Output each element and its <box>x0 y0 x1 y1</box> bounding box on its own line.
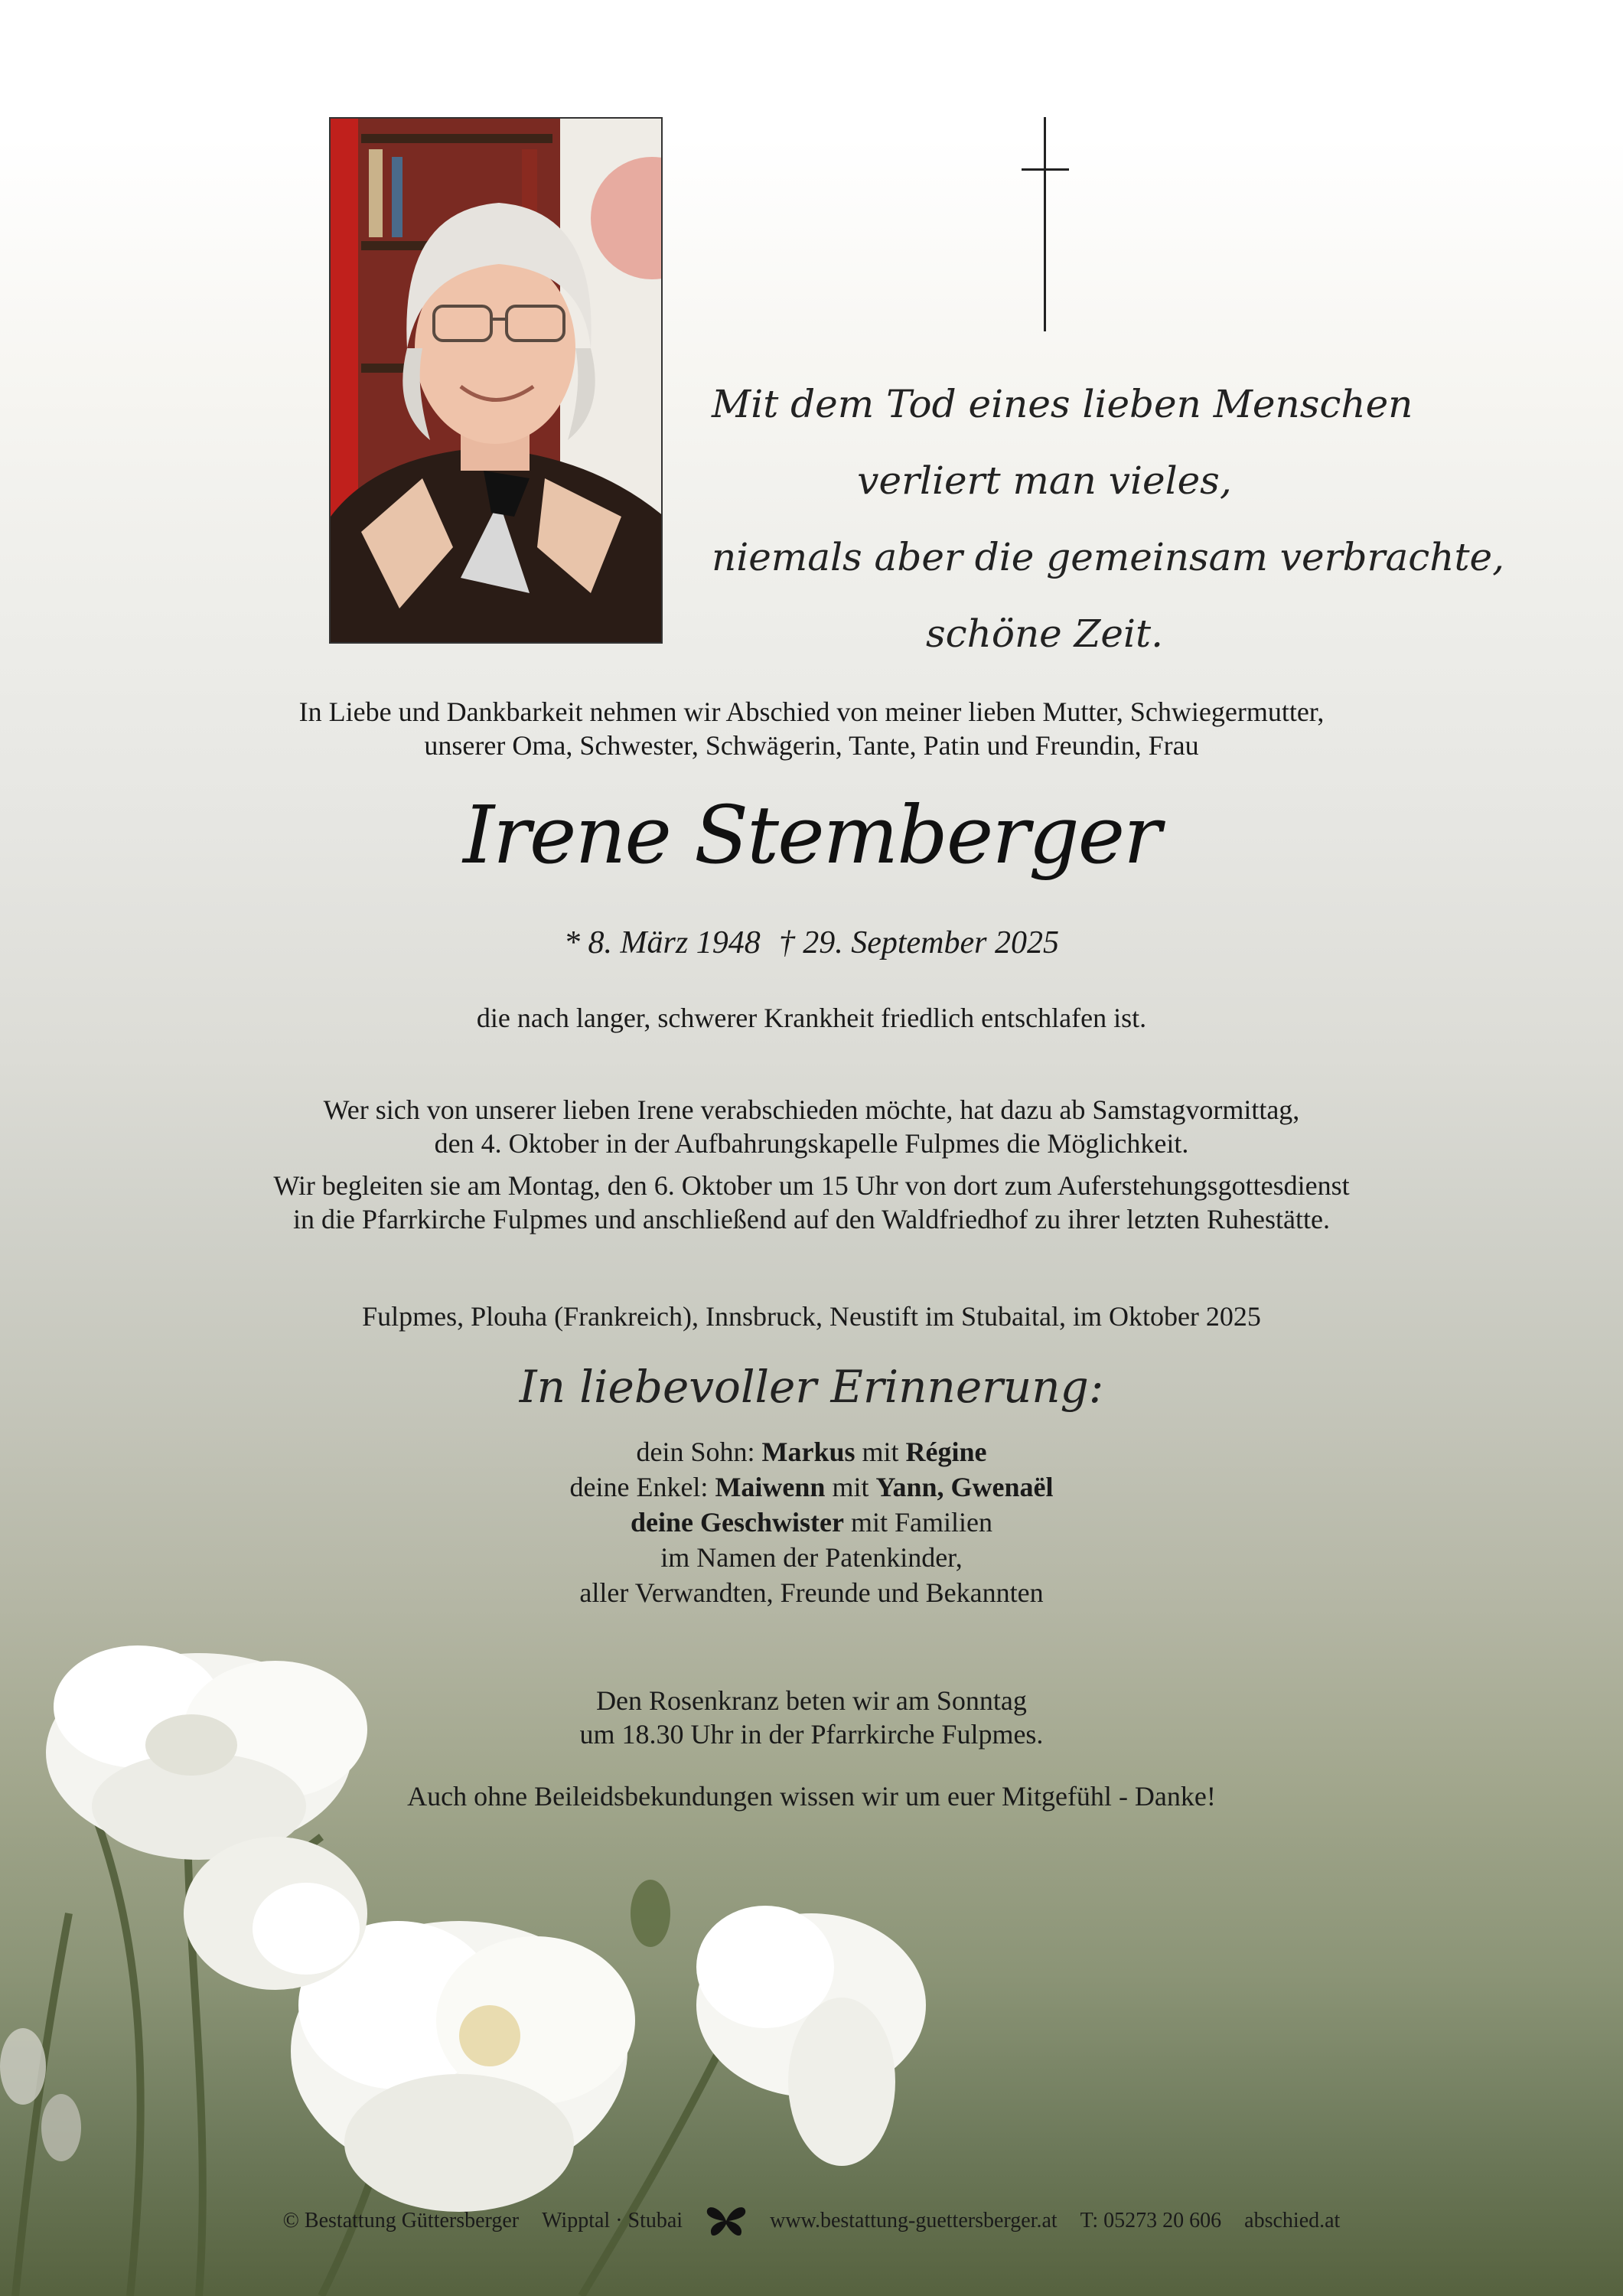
family-line-son: dein Sohn: Markus mit Régine <box>636 1437 987 1467</box>
family-list <box>0 1434 1623 1610</box>
place-date: Fulpmes, Plouha (Frankreich), Innsbruck, Neustift im Stubaital, im Oktober 2025 <box>362 1301 1261 1332</box>
funeral-line: Wir begleiten sie am Montag, den 6. Oktober um 15 Uhr von dort zum Auferstehungsgottesdienst <box>273 1170 1350 1201</box>
rosary-line: um 18.30 Uhr in der Pfarrkirche Fulpmes. <box>579 1719 1044 1750</box>
rose-top-left <box>46 1645 367 1860</box>
portrait-image <box>331 119 663 644</box>
rosary-text <box>0 1684 1623 1751</box>
intro-line: unserer Oma, Schwester, Schwägerin, Tante, Patin und Freundin, Frau <box>424 730 1199 761</box>
footer-phone: T: 05273 20 606 <box>1080 2209 1222 2232</box>
portrait-photo <box>329 117 663 644</box>
life-dates <box>0 925 1623 961</box>
footer-partner-link[interactable]: abschied.at <box>1244 2209 1341 2232</box>
cross-icon <box>1044 117 1046 331</box>
poem <box>712 366 1505 672</box>
farewell-line: den 4. Oktober in der Aufbahrungskapelle Fulpmes die Möglichkeit. <box>434 1128 1189 1159</box>
memory-heading: In liebevoller Erinnerung: <box>519 1361 1104 1413</box>
poem-line: Mit dem Tod eines lieben Menschen <box>712 382 1413 426</box>
rosary-line: Den Rosenkranz beten wir am Sonntag <box>596 1685 1027 1716</box>
farewell-line: Wer sich von unserer lieben Irene verabschieden möchte, hat dazu ab Samstagvormittag, <box>323 1094 1300 1125</box>
footer-website-link[interactable]: www.bestattung-guettersberger.at <box>770 2209 1058 2232</box>
thanks-text: Auch ohne Beileidsbekundungen wissen wir um euer Mitgefühl - Danke! <box>407 1781 1216 1812</box>
family-line-grandchildren: deine Enkel: Maiwenn mit Yann, Gwenaël <box>569 1472 1054 1502</box>
funeral-line: in die Pfarrkirche Fulpmes und anschließend auf den Waldfriedhof zu ihrer letzten Ruhestätte. <box>293 1204 1330 1234</box>
poem-line: verliert man vieles, <box>857 458 1232 503</box>
intro-line: In Liebe und Dankbarkeit nehmen wir Abschied von meiner lieben Mutter, Schwiegermutter, <box>298 696 1325 727</box>
rose-right <box>696 1906 926 2166</box>
rose-left-mid <box>184 1837 367 1990</box>
death-date: † 29. September 2025 <box>778 925 1059 960</box>
family-line-godchildren: im Namen der Patenkinder, <box>660 1542 963 1573</box>
poem-line: niemals aber die gemeinsam verbrachte, <box>712 535 1505 579</box>
footer <box>0 2204 1623 2238</box>
poem-line: schöne Zeit. <box>926 612 1163 656</box>
birth-date: * 8. März 1948 <box>564 925 761 960</box>
family-line-relatives: aller Verwandten, Freunde und Bekannten <box>579 1577 1044 1608</box>
footer-region: Wipptal · Stubai <box>542 2209 683 2232</box>
deceased-name: Irene Stemberger <box>463 788 1160 882</box>
intro-text <box>0 695 1623 762</box>
cross-bar <box>1022 168 1069 171</box>
farewell-text <box>0 1093 1623 1160</box>
footer-company: © Bestattung Güttersberger <box>282 2209 520 2232</box>
family-line-siblings: deine Geschwister mit Familien <box>631 1507 992 1538</box>
death-note: die nach langer, schwerer Krankheit friedlich entschlafen ist. <box>476 1003 1147 1033</box>
butterfly-icon <box>706 2204 747 2238</box>
funeral-text <box>0 1169 1623 1236</box>
